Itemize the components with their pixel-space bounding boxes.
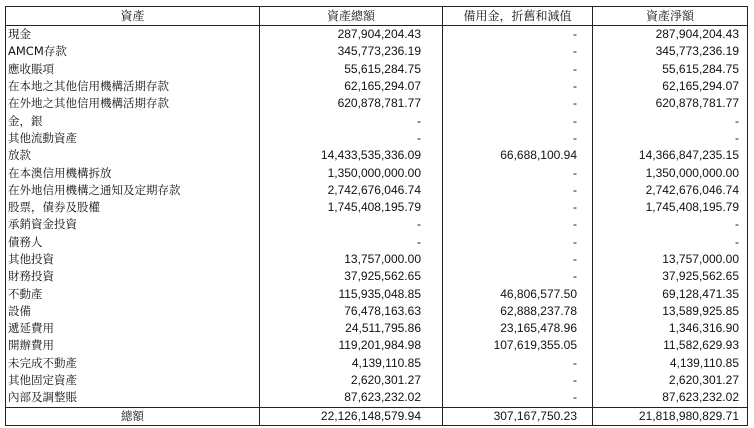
table-row bbox=[6, 95, 748, 112]
total-label: 總額 bbox=[6, 407, 260, 425]
row-net: 287,904,204.43 bbox=[593, 26, 748, 44]
row-label: 債務人 bbox=[6, 234, 260, 251]
header-row bbox=[6, 7, 748, 26]
row-provision: - bbox=[443, 216, 593, 233]
total-net: 21,818,980,829.71 bbox=[593, 407, 748, 425]
table-row bbox=[6, 78, 748, 95]
row-label: 在外地之其他信用機構活期存款 bbox=[6, 95, 260, 112]
row-label: 不動產 bbox=[6, 285, 260, 302]
table-row bbox=[6, 268, 748, 285]
table-row bbox=[6, 285, 748, 302]
table-row bbox=[6, 164, 748, 181]
row-gross: 1,745,408,195.79 bbox=[260, 199, 443, 216]
row-provision: - bbox=[443, 95, 593, 112]
row-net: 13,589,925.85 bbox=[593, 303, 748, 320]
row-provision: - bbox=[443, 164, 593, 181]
row-provision: - bbox=[443, 268, 593, 285]
table-row bbox=[6, 216, 748, 233]
table-row bbox=[6, 43, 748, 60]
table-row bbox=[6, 199, 748, 216]
table-body bbox=[6, 26, 748, 408]
row-provision: - bbox=[443, 112, 593, 129]
row-provision: 66,688,100.94 bbox=[443, 147, 593, 164]
row-label: 承銷資金投資 bbox=[6, 216, 260, 233]
row-label: 應收賬項 bbox=[6, 61, 260, 78]
table-row bbox=[6, 234, 748, 251]
row-label: 設備 bbox=[6, 303, 260, 320]
row-gross: 24,511,795.86 bbox=[260, 320, 443, 337]
row-label: 其他固定資產 bbox=[6, 372, 260, 389]
row-provision: 46,806,577.50 bbox=[443, 285, 593, 302]
total-gross: 22,126,148,579.94 bbox=[260, 407, 443, 425]
row-label: 未完成不動產 bbox=[6, 355, 260, 372]
row-net: 37,925,562.65 bbox=[593, 268, 748, 285]
row-net: 11,582,629.93 bbox=[593, 337, 748, 354]
row-provision: - bbox=[443, 43, 593, 60]
row-label: 在外地信用機構之通知及定期存款 bbox=[6, 182, 260, 199]
row-gross: 37,925,562.65 bbox=[260, 268, 443, 285]
table-row bbox=[6, 182, 748, 199]
row-provision: - bbox=[443, 355, 593, 372]
row-label: 股票，債券及股權 bbox=[6, 199, 260, 216]
row-gross: - bbox=[260, 130, 443, 147]
row-label: 放款 bbox=[6, 147, 260, 164]
table-row bbox=[6, 130, 748, 147]
table-row bbox=[6, 112, 748, 129]
row-provision: 62,888,237.78 bbox=[443, 303, 593, 320]
row-provision: - bbox=[443, 389, 593, 407]
row-label: 遞延費用 bbox=[6, 320, 260, 337]
row-gross: 87,623,232.02 bbox=[260, 389, 443, 407]
table-row bbox=[6, 337, 748, 354]
row-gross: 2,620,301.27 bbox=[260, 372, 443, 389]
row-gross: 345,773,236.19 bbox=[260, 43, 443, 60]
row-gross: 55,615,284.75 bbox=[260, 61, 443, 78]
row-label: 在本澳信用機構拆放 bbox=[6, 164, 260, 181]
row-net: - bbox=[593, 130, 748, 147]
row-gross: - bbox=[260, 216, 443, 233]
table-row bbox=[6, 372, 748, 389]
header-gross: 資產總額 bbox=[260, 7, 443, 26]
row-net: 13,757,000.00 bbox=[593, 251, 748, 268]
row-net: - bbox=[593, 216, 748, 233]
row-label: 內部及調整賬 bbox=[6, 389, 260, 407]
row-gross: 119,201,984.98 bbox=[260, 337, 443, 354]
row-gross: 76,478,163.63 bbox=[260, 303, 443, 320]
row-net: 1,346,316.90 bbox=[593, 320, 748, 337]
row-provision: - bbox=[443, 61, 593, 78]
table-row bbox=[6, 355, 748, 372]
table-row bbox=[6, 303, 748, 320]
row-net: 1,350,000,000.00 bbox=[593, 164, 748, 181]
row-net: 62,165,294.07 bbox=[593, 78, 748, 95]
row-gross: 14,433,535,336.09 bbox=[260, 147, 443, 164]
table-row bbox=[6, 251, 748, 268]
row-net: - bbox=[593, 112, 748, 129]
row-net: 1,745,408,195.79 bbox=[593, 199, 748, 216]
row-label: 在本地之其他信用機構活期存款 bbox=[6, 78, 260, 95]
row-provision: - bbox=[443, 251, 593, 268]
row-provision: - bbox=[443, 182, 593, 199]
row-provision: 107,619,355.05 bbox=[443, 337, 593, 354]
table-row bbox=[6, 320, 748, 337]
row-label: 其他流動資產 bbox=[6, 130, 260, 147]
balance-sheet bbox=[5, 6, 747, 426]
row-net: 69,128,471.35 bbox=[593, 285, 748, 302]
row-gross: 4,139,110.85 bbox=[260, 355, 443, 372]
row-gross: - bbox=[260, 112, 443, 129]
row-label: 現金 bbox=[6, 26, 260, 44]
total-provision: 307,167,750.23 bbox=[443, 407, 593, 425]
total-row bbox=[6, 407, 748, 425]
row-label: 金，銀 bbox=[6, 112, 260, 129]
row-provision: - bbox=[443, 130, 593, 147]
row-net: 14,366,847,235.15 bbox=[593, 147, 748, 164]
row-provision: - bbox=[443, 372, 593, 389]
row-label: AMCM存款 bbox=[6, 43, 260, 60]
row-gross: 13,757,000.00 bbox=[260, 251, 443, 268]
row-label: 財務投資 bbox=[6, 268, 260, 285]
row-gross: 620,878,781.77 bbox=[260, 95, 443, 112]
table-row bbox=[6, 147, 748, 164]
row-gross: 115,935,048.85 bbox=[260, 285, 443, 302]
row-provision: - bbox=[443, 234, 593, 251]
row-net: - bbox=[593, 234, 748, 251]
table-row bbox=[6, 389, 748, 407]
row-net: 87,623,232.02 bbox=[593, 389, 748, 407]
table-row bbox=[6, 61, 748, 78]
header-net: 資產淨額 bbox=[593, 7, 748, 26]
row-net: 4,139,110.85 bbox=[593, 355, 748, 372]
table-row bbox=[6, 26, 748, 44]
asset-table bbox=[5, 6, 748, 426]
row-gross: 1,350,000,000.00 bbox=[260, 164, 443, 181]
row-net: 620,878,781.77 bbox=[593, 95, 748, 112]
row-label: 開辦費用 bbox=[6, 337, 260, 354]
row-label: 其他投資 bbox=[6, 251, 260, 268]
header-asset: 資產 bbox=[6, 7, 260, 26]
row-provision: - bbox=[443, 26, 593, 44]
row-gross: 287,904,204.43 bbox=[260, 26, 443, 44]
row-gross: 2,742,676,046.74 bbox=[260, 182, 443, 199]
row-gross: 62,165,294.07 bbox=[260, 78, 443, 95]
row-gross: - bbox=[260, 234, 443, 251]
row-provision: 23,165,478.96 bbox=[443, 320, 593, 337]
row-provision: - bbox=[443, 78, 593, 95]
header-provision: 備用金，折舊和減值 bbox=[443, 7, 593, 26]
row-net: 345,773,236.19 bbox=[593, 43, 748, 60]
row-net: 55,615,284.75 bbox=[593, 61, 748, 78]
row-net: 2,742,676,046.74 bbox=[593, 182, 748, 199]
row-net: 2,620,301.27 bbox=[593, 372, 748, 389]
row-provision: - bbox=[443, 199, 593, 216]
